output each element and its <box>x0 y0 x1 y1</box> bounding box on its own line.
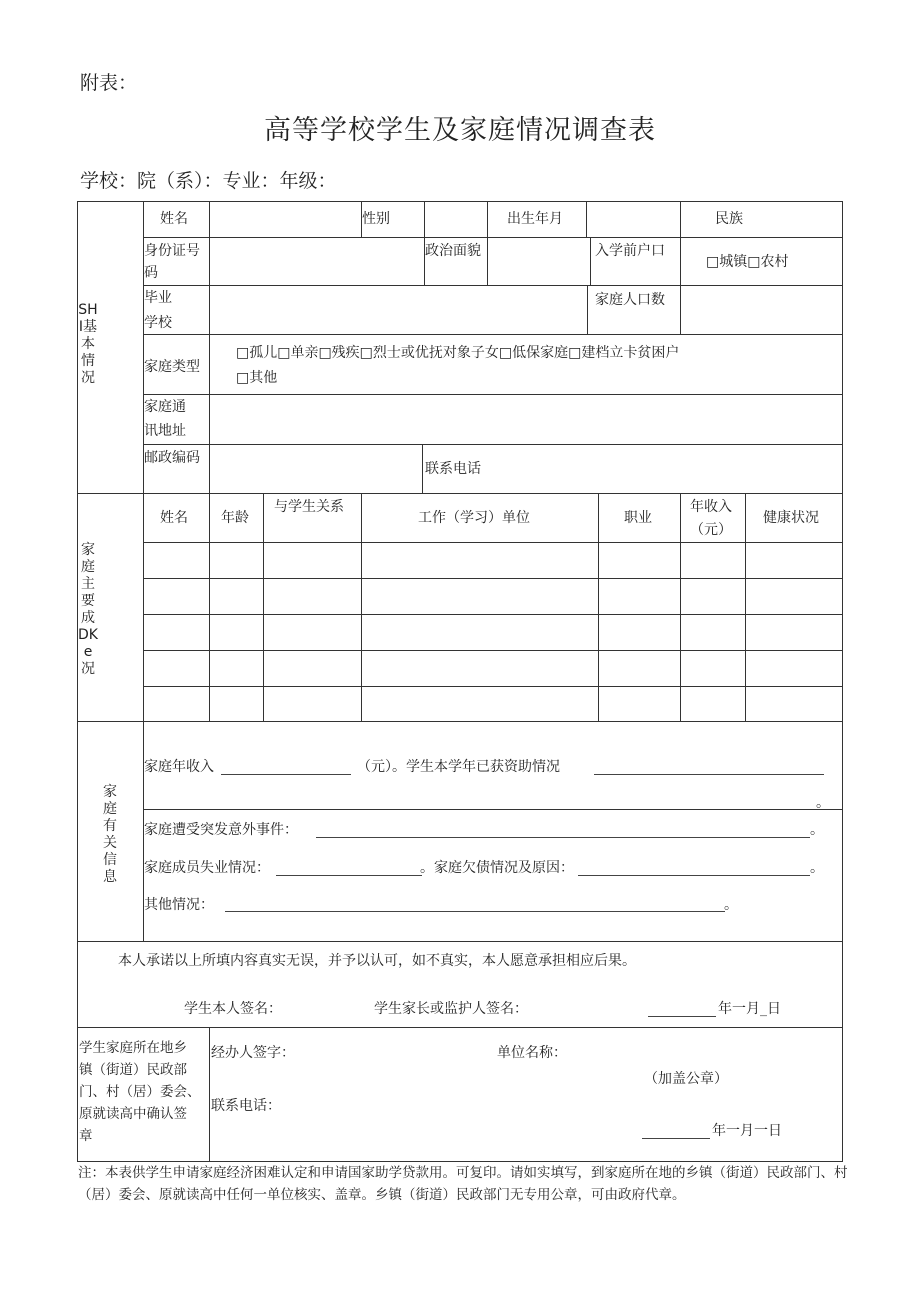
row-line <box>143 394 842 395</box>
label-aid: （元）。学生本学年已获资助情况 <box>357 759 560 775</box>
label-birth: 出生年月 <box>507 211 563 227</box>
header-income: （元） <box>690 522 732 538</box>
parent-signature[interactable]: 学生家长或监护人签名： <box>374 1001 528 1017</box>
label-political: 政治面貌 <box>425 243 481 259</box>
pledge-date: 年一月_日 <box>718 1001 781 1017</box>
col-line <box>263 493 264 721</box>
row-line <box>143 285 842 286</box>
col-line <box>209 493 210 721</box>
attachment-label: 附表： <box>80 72 138 94</box>
confirm-label-line: 门、村（居）委会、 <box>79 1084 201 1100</box>
hukou-options[interactable]: □城镇□农村 <box>706 254 789 270</box>
confirm-date: 年一月一日 <box>712 1123 782 1139</box>
label-ethnicity: 民族 <box>715 211 743 227</box>
confirm-label-line: 原就读高中确认签 <box>79 1106 187 1122</box>
label-address: 家庭通 <box>144 399 186 415</box>
label-debt: 。家庭欠债情况及原因： <box>420 860 574 876</box>
section-line <box>77 941 843 942</box>
income-blank[interactable] <box>221 774 351 775</box>
row-line <box>143 542 842 543</box>
confirm-label-line: 学生家庭所在地乡 <box>79 1040 187 1056</box>
row-line <box>143 809 842 810</box>
other-end: 。 <box>724 897 738 913</box>
section-label-members: 家庭主要成DKe况 <box>78 542 98 677</box>
col-line <box>590 237 591 285</box>
col-line <box>422 444 423 493</box>
header-income: 年收入 <box>690 499 732 515</box>
label-hukou: 入学前户口 <box>595 243 665 259</box>
label-id: 码 <box>144 265 158 281</box>
row-line <box>143 614 842 615</box>
label-postcode: 邮政编码 <box>144 450 200 466</box>
header-job: 职业 <box>624 510 652 526</box>
other-blank[interactable] <box>225 911 725 912</box>
date-blank[interactable] <box>648 1016 716 1017</box>
header-age: 年龄 <box>221 510 249 526</box>
col-line <box>598 493 599 721</box>
label-accident: 家庭遭受突发意外事件： <box>144 822 298 838</box>
label-other: 其他情况： <box>144 897 214 913</box>
label-unemployment: 家庭成员失业情况： <box>144 860 270 876</box>
label-graduated: 毕业 <box>144 290 172 306</box>
row-line <box>143 444 842 445</box>
header-relation: 与学生关系 <box>274 499 344 515</box>
section-line <box>77 1027 843 1028</box>
label-address: 讯地址 <box>144 423 186 439</box>
section-line <box>77 493 843 494</box>
col-line <box>209 1027 210 1161</box>
page-title: 高等学校学生及家庭情况调查表 <box>264 115 656 146</box>
family-type-other[interactable]: □其他 <box>236 370 278 386</box>
row-line <box>143 237 842 238</box>
header-name: 姓名 <box>160 510 188 526</box>
section-line <box>77 721 843 722</box>
unemployment-blank[interactable] <box>276 875 422 876</box>
confirm-label <box>79 1037 209 1147</box>
aid-end: 。 <box>816 795 830 811</box>
section-label-basic: SHI基本情况 <box>78 302 98 386</box>
table-border-right <box>842 201 843 1161</box>
section-label-info: 家庭有关信息 <box>103 784 117 885</box>
row-line <box>143 650 842 651</box>
school-line: 学校：院（系）：专业：年级： <box>80 170 337 192</box>
accident-end: 。 <box>810 822 824 838</box>
label-family-type: 家庭类型 <box>144 359 200 375</box>
col-line <box>745 493 746 721</box>
header-work: 工作（学习）单位 <box>418 510 530 526</box>
col-line <box>587 285 588 334</box>
accident-blank[interactable] <box>316 837 810 838</box>
label-id: 身份证号 <box>144 243 200 259</box>
row-line <box>143 334 842 335</box>
family-type-options[interactable]: □孤儿□单亲□残疾□烈士或优抚对象子女□低保家庭□建档立卡贫困户 <box>236 345 680 361</box>
label-family-size: 家庭人口数 <box>595 292 665 308</box>
unit-name[interactable]: 单位名称： <box>497 1045 567 1061</box>
col-line <box>680 493 681 721</box>
debt-end: 。 <box>810 860 824 876</box>
handler-signature[interactable]: 经办人签字： <box>211 1045 295 1061</box>
col-line <box>487 201 488 285</box>
pledge-text: 本人承诺以上所填内容真实无误，并予以认可，如不真实，本人愿意承担相应后果。 <box>118 953 636 969</box>
label-phone: 联系电话 <box>425 461 481 477</box>
confirm-label-line: 镇（街道）民政部 <box>79 1062 187 1078</box>
confirm-label-line: 章 <box>79 1128 93 1144</box>
aid-blank[interactable] <box>594 774 824 775</box>
footnote: 注：本表供学生申请家庭经济困难认定和申请国家助学贷款用。可复印。请如实填写，到家庭所在地的乡镇（街道）民政部门、村（居）委会、原就读高中任何一单位核实、盖章。乡镇（街道）民政部门无专用公章，可由政府代章。 <box>78 1165 848 1203</box>
header-health: 健康状况 <box>763 510 819 526</box>
confirm-date-blank[interactable] <box>642 1138 710 1139</box>
col-line <box>586 201 587 237</box>
label-annual-income: 家庭年收入 <box>144 759 214 775</box>
confirm-phone[interactable]: 联系电话： <box>211 1098 281 1114</box>
row-line <box>143 578 842 579</box>
debt-blank[interactable] <box>578 875 810 876</box>
row-line <box>143 686 842 687</box>
table-border-top <box>77 201 843 202</box>
col-line <box>680 201 681 334</box>
seal-note: （加盖公章） <box>644 1071 728 1087</box>
col-line <box>361 493 362 721</box>
col-line <box>209 201 210 493</box>
label-name: 姓名 <box>160 211 188 227</box>
student-signature[interactable]: 学生本人签名： <box>184 1001 282 1017</box>
label-graduated: 学校 <box>144 315 172 331</box>
label-gender: 性别 <box>362 211 390 227</box>
